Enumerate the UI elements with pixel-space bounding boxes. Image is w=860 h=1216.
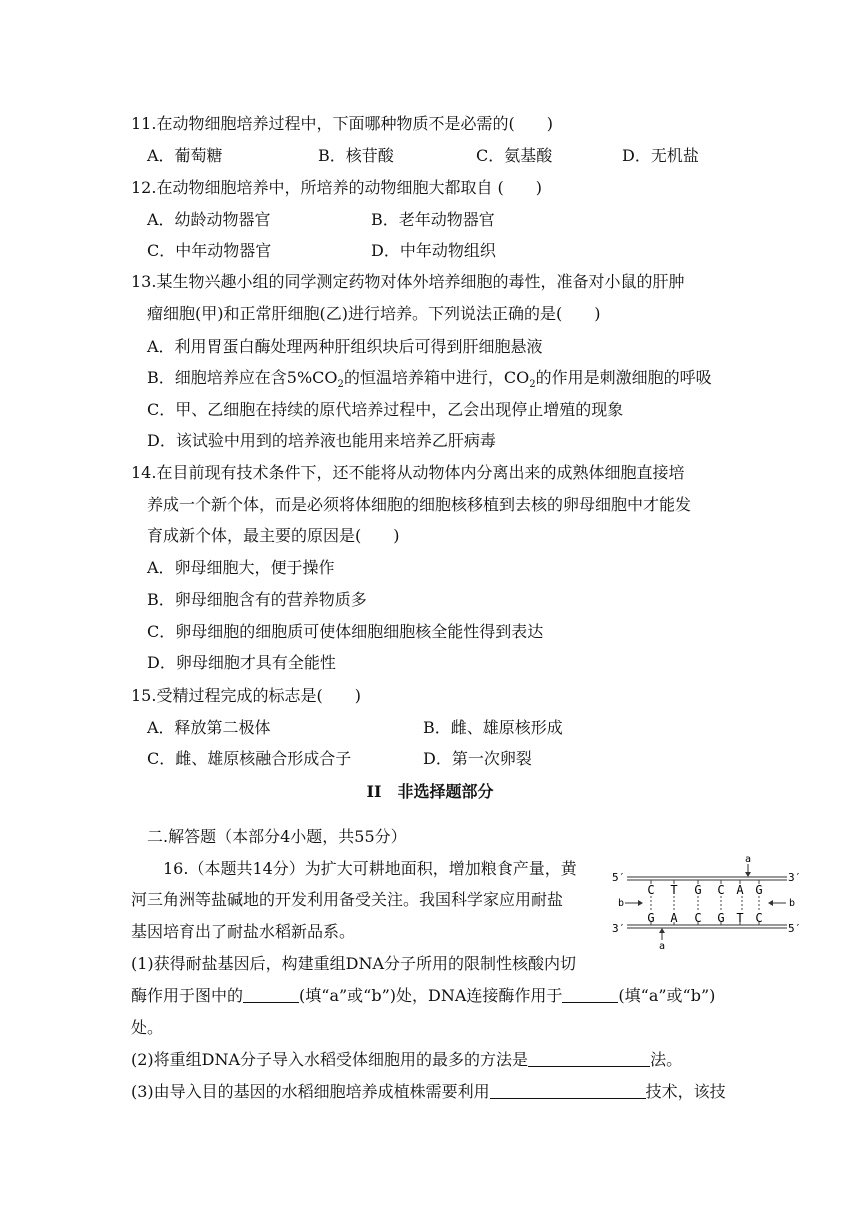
label-5-top: 5′ xyxy=(612,871,626,884)
bottom-base: G xyxy=(647,911,655,925)
question-14-option-a: A．卵母细胞大，便于操作 xyxy=(147,558,335,577)
bottom-base: T xyxy=(736,911,744,925)
top-base: C xyxy=(717,883,725,897)
question-15-option-c: C．雌、雄原核融合形成合子 xyxy=(147,749,352,768)
bottom-base: C xyxy=(694,911,702,925)
question-12-stem: 12.在动物细胞培养中，所培养的动物细胞大都取自 ( ) xyxy=(131,178,543,197)
bottom-base: C xyxy=(755,911,763,925)
question-16-line2: 河三角洲等盐碱地的开发利用备受关注。我国科学家应用耐盐 xyxy=(131,890,564,909)
top-base: G xyxy=(755,883,763,897)
question-12-option-d: D．中年动物组织 xyxy=(371,241,496,260)
answer-blank-2[interactable] xyxy=(562,987,618,1003)
top-base: A xyxy=(736,883,744,897)
answer-blank-4[interactable] xyxy=(490,1083,646,1099)
section-title: II 非选择题部分 xyxy=(366,782,494,801)
question-14-option-b: B．卵母细胞含有的营养物质多 xyxy=(147,590,367,609)
part2-header: 二.解答题（本部分4小题，共55分） xyxy=(147,827,407,846)
label-5-bottom: 5′ xyxy=(788,922,802,935)
question-15-stem: 15.受精过程完成的标志是( ) xyxy=(131,686,361,705)
top-base: G xyxy=(694,883,702,897)
question-11-option-b: B．核苷酸 xyxy=(318,146,394,165)
label-3-top: 3′ xyxy=(788,871,802,884)
answer-blank-1[interactable] xyxy=(243,987,299,1003)
arrow-a-bottom-head xyxy=(659,928,665,933)
bottom-base: A xyxy=(670,911,678,925)
question-14-option-c: C．卵母细胞的细胞质可使体细胞细胞核全能性得到表达 xyxy=(147,622,544,641)
question-14-stem-line1: 14.在目前现有技术条件下，还不能将从动物体内分离出来的成熟体细胞直接培 xyxy=(131,463,685,482)
question-11-option-a: A．葡萄糖 xyxy=(147,146,223,165)
arrow-b-right-head xyxy=(768,900,773,906)
question-11-option-d: D．无机盐 xyxy=(622,146,699,165)
arrow-a-top-head xyxy=(745,872,751,877)
question-16-sub1-line3: 处。 xyxy=(131,1018,164,1037)
question-14-stem-line2: 养成一个新个体，而是必须将体细胞的细胞核移植到去核的卵母细胞中才能发 xyxy=(147,495,692,514)
question-16-sub3: (3)由导入目的基因的水稻细胞培养成植株需要利用 技术，该技 xyxy=(131,1082,726,1101)
question-13-option-b: B．细胞培养应在含$5\%CO_2$的恒温培养箱中进行，$CO_2$的作用是刺激细胞的呼吸 xyxy=(147,368,712,391)
question-15-option-d: D．第一次卵裂 xyxy=(423,749,532,768)
top-base: C xyxy=(647,883,655,897)
question-12-option-b: B．老年动物器官 xyxy=(371,210,495,229)
question-13-option-c: C．甲、乙细胞在持续的原代培养过程中，乙会出现停止增殖的现象 xyxy=(147,400,624,419)
question-16-line3: 基因培育出了耐盐水稻新品系。 xyxy=(131,922,356,941)
label-3-bottom: 3′ xyxy=(612,922,626,935)
label-b-left: b xyxy=(618,898,625,909)
question-12-option-a: A．幼龄动物器官 xyxy=(147,210,271,229)
question-12-option-c: C．中年动物器官 xyxy=(147,241,272,260)
label-a-top: a xyxy=(744,854,752,865)
bottom-base: G xyxy=(717,911,725,925)
question-16-sub1-line2: 酶作用于图中的 (填“a”或“b”)处，DNA连接酶作用于 (填“a”或“b”) xyxy=(131,986,716,1005)
question-16-sub1-line1: (1)获得耐盐基因后，构建重组DNA分子所用的限制性核酸内切 xyxy=(131,954,577,973)
label-a-bottom: a xyxy=(658,941,666,950)
question-14-stem-line3: 育成新个体，最主要的原因是( ) xyxy=(147,526,400,545)
question-15-option-b: B．雌、雄原核形成 xyxy=(423,718,563,737)
arrow-b-left-head xyxy=(638,900,643,906)
dna-diagram xyxy=(610,850,805,950)
question-16-sub2: (2)将重组DNA分子导入水稻受体细胞用的最多的方法是 法。 xyxy=(131,1050,683,1069)
top-base: T xyxy=(670,883,678,897)
question-13-option-d: D．该试验中用到的培养液也能用来培养乙肝病毒 xyxy=(147,431,496,450)
question-13-option-a: A．利用胃蛋白酶处理两种肝组织块后可得到肝细胞悬液 xyxy=(147,337,543,356)
question-14-option-d: D．卵母细胞才具有全能性 xyxy=(147,653,336,672)
question-11-stem: 11.在动物细胞培养过程中，下面哪种物质不是必需的( ) xyxy=(131,114,553,133)
question-13-stem-line2: 瘤细胞(甲)和正常肝细胞(乙)进行培养。下列说法正确的是( ) xyxy=(147,304,601,323)
question-15-option-a: A．释放第二极体 xyxy=(147,718,271,737)
answer-blank-3[interactable] xyxy=(528,1051,650,1067)
question-13-stem-line1: 13.某生物兴趣小组的同学测定药物对体外培养细胞的毒性，准备对小鼠的肝肿 xyxy=(131,272,685,291)
question-11-option-c: C．氨基酸 xyxy=(476,146,553,165)
label-b-right: b xyxy=(789,898,796,909)
question-16-line1: 16.（本题共14分）为扩大可耕地面积，增加粮食产量，黄 xyxy=(163,859,577,878)
